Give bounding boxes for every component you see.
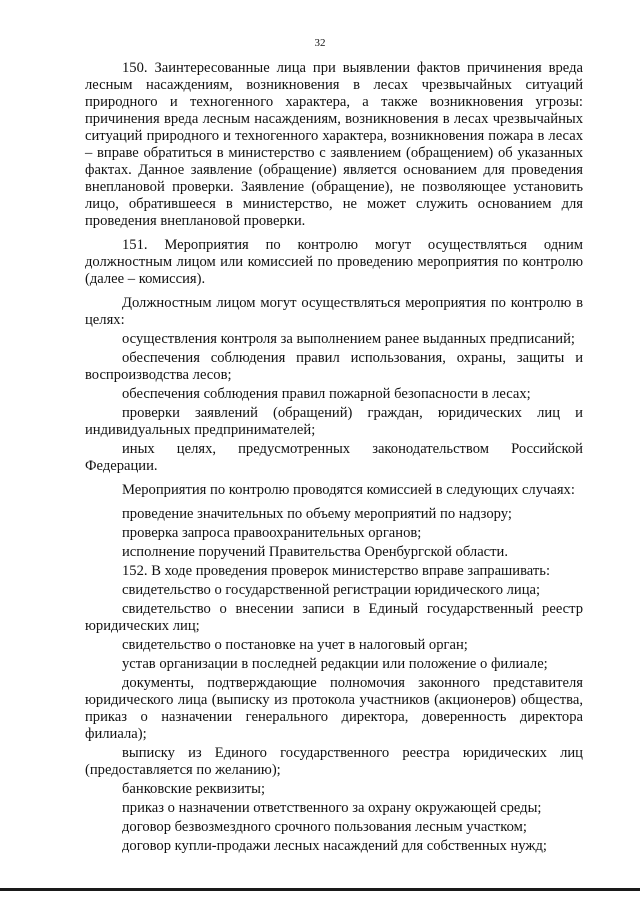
list-item: приказ о назначении ответственного за охрану окружающей среды;: [122, 800, 542, 816]
list-item: свидетельство о государственной регистрации юридического лица;: [122, 582, 541, 598]
paragraph-151: 151. Мероприятия по контролю могут осуществляться одним должностным лицом или комиссией по проведению мероприятия по контролю (далее – комиссия).: [85, 237, 583, 287]
list-item: выписку из Единого государственного реестра юридических лиц (предоставляется по желанию);: [85, 745, 583, 778]
page-number: 32: [314, 37, 326, 49]
paragraph-152: 152. В ходе проведения проверок министерство вправе запрашивать:: [122, 563, 550, 579]
paragraph-150: 150. Заинтересованные лица при выявлении фактов причинения вреда лесным насаждениям, возникновения в лесах чрезвычайных ситуаций природного и техногенного характера, а также возникновения угрозы: причинения вреда лесным насаждениям, возникновения в лесах чрезвычайных ситуаций природного и техногенного характера, возникновения пожара в лесах – вправе обратиться в министерство с заявлением (обращением) об указанных фактах. Данное заявление (обращение) является основанием для проведения внеплановой проверки. Заявление (обращение), не позволяющее установить лицо, обратившееся в министерство, не может служить основанием для проведения внеплановой проверки.: [85, 60, 583, 229]
list-item: устав организации в последней редакции или положение о филиале;: [122, 656, 548, 672]
list-item: договор купли-продажи лесных насаждений для собственных нужд;: [122, 838, 547, 854]
bottom-divider: [0, 888, 640, 891]
list-item: проверка запроса правоохранительных органов;: [122, 525, 422, 541]
list-item: документы, подтверждающие полномочия законного представителя юридического лица (выписку из протокола участников (акционеров) общества, приказ о назначении генерального директора, доверенность директора филиала);: [85, 675, 583, 742]
list-item: банковские реквизиты;: [122, 781, 266, 797]
list-item: свидетельство о внесении записи в Единый государственный реестр юридических лиц;: [85, 601, 583, 634]
list-item: исполнение поручений Правительства Оренбургской области.: [122, 544, 508, 560]
document-body: [85, 60, 583, 857]
list-item: обеспечения соблюдения правил пожарной безопасности в лесах;: [122, 386, 531, 402]
paragraph-commission-cases: Мероприятия по контролю проводятся комиссией в следующих случаях:: [122, 482, 575, 498]
list-item: обеспечения соблюдения правил использования, охраны, защиты и воспроизводства лесов;: [85, 350, 583, 383]
list-item: проверки заявлений (обращений) граждан, юридических лиц и индивидуальных предпринимателей;: [85, 405, 583, 438]
list-item: осуществления контроля за выполнением ранее выданных предписаний;: [122, 331, 575, 347]
paragraph-official-purposes: Должностным лицом могут осуществляться мероприятия по контролю в целях:: [85, 295, 583, 328]
list-item: иных целях, предусмотренных законодательством Российской Федерации.: [85, 441, 583, 474]
list-item: проведение значительных по объему мероприятий по надзору;: [122, 506, 512, 522]
list-item: свидетельство о постановке на учет в налоговый орган;: [122, 637, 468, 653]
list-item: договор безвозмездного срочного пользования лесным участком;: [122, 819, 527, 835]
